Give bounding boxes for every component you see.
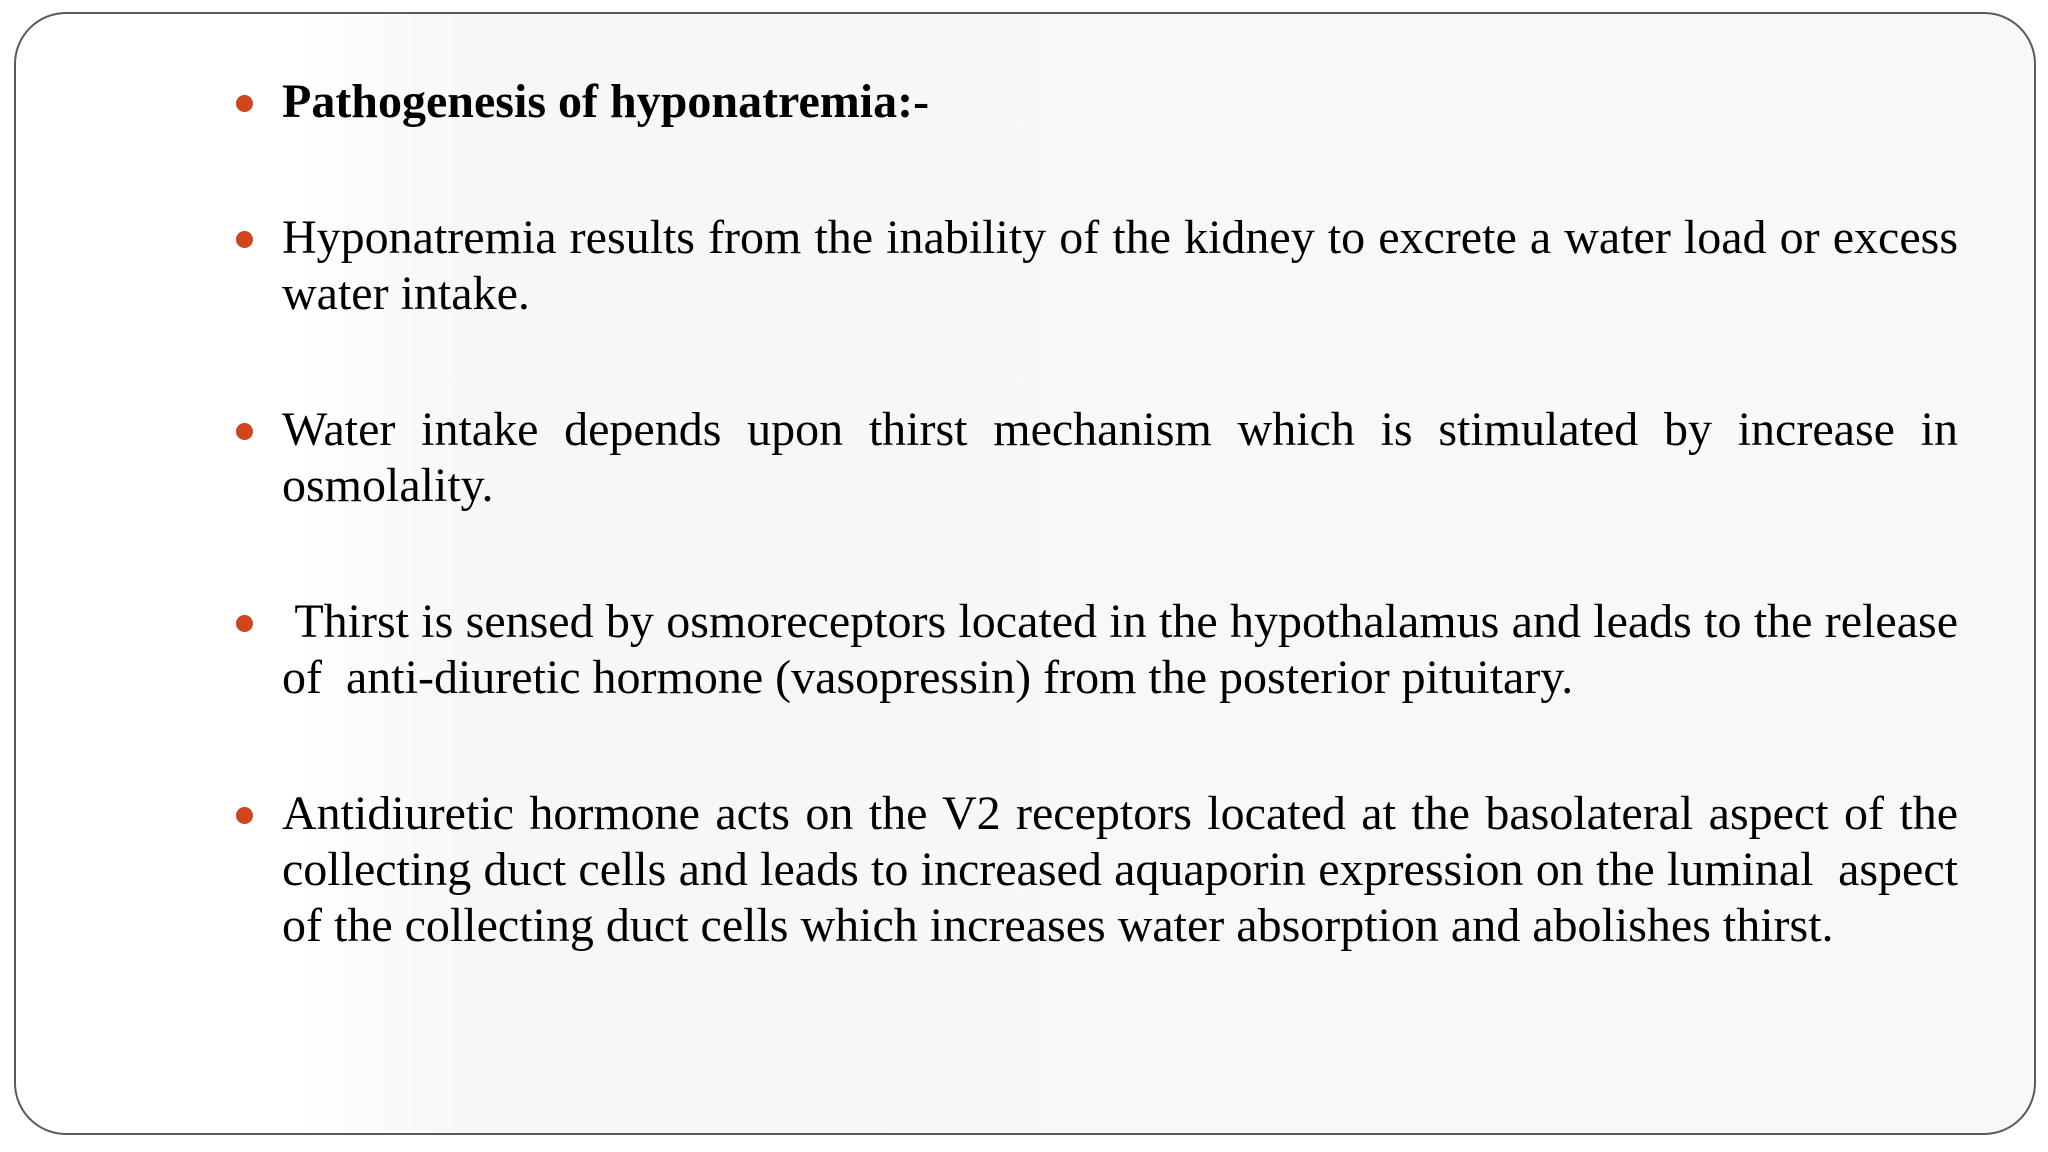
slide-heading: Pathogenesis of hyponatremia:- [282, 75, 930, 128]
bullet-dot-icon [236, 231, 253, 248]
bullet-text: Thirst is sensed by osmoreceptors located in the hypothalamus and leads to the release of anti-diuretic hormone (vasopressin) from the posterior pituitary. [282, 595, 1995, 704]
bullet-point [226, 402, 1970, 514]
bullet-dot-icon [236, 423, 253, 440]
bullet-text: Hyponatremia results from the inability of the kidney to excrete a water load or excess water intake. [282, 211, 1970, 320]
bullet-text: Antidiuretic hormone acts on the V2 receptors located at the basolateral aspect of the collecting duct cells and leads to increased aquaporin expression on the luminal aspect of the collecting duct cells which increases water absorption and abolishes thirst. [282, 787, 1970, 952]
bullet-dot-icon [236, 807, 253, 824]
heading-bullet [226, 74, 1958, 130]
bullet-text: Water intake depends upon thirst mechanism which is stimulated by increase in osmolality. [282, 403, 1970, 512]
bullet-point [226, 786, 1970, 954]
bullet-dot-icon [236, 95, 253, 112]
bullet-dot-icon [236, 615, 253, 632]
slide-frame [14, 12, 2036, 1135]
bullet-point [226, 594, 1995, 706]
slide-content [226, 74, 1995, 954]
bullet-point [226, 210, 1970, 322]
